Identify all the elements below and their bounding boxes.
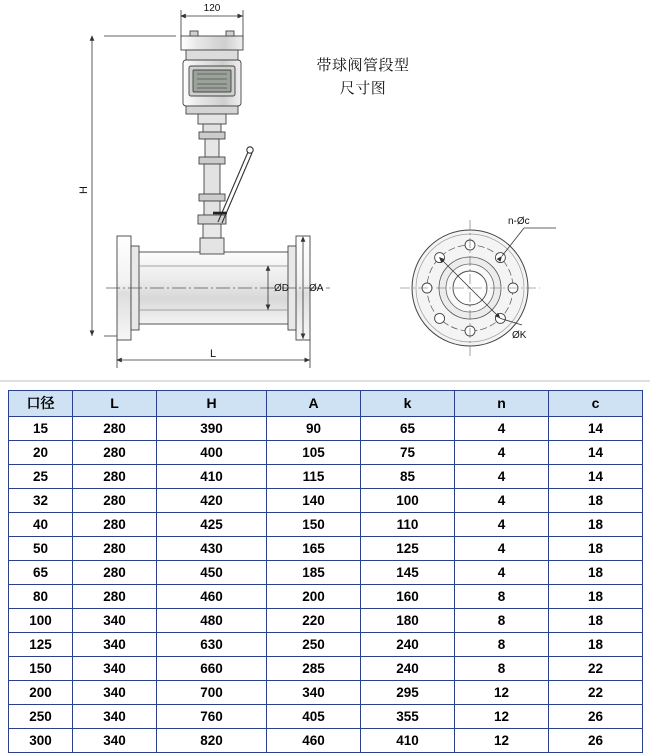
table-cell: 185: [267, 561, 361, 585]
table-cell: 280: [73, 465, 157, 489]
table-cell: 340: [73, 609, 157, 633]
table-cell: 85: [361, 465, 455, 489]
table-body: [9, 417, 643, 753]
table-cell: 8: [455, 657, 549, 681]
table-cell: 340: [73, 657, 157, 681]
table-cell: 340: [267, 681, 361, 705]
table-cell: 280: [73, 441, 157, 465]
spec-table: [8, 390, 643, 753]
table-cell: 14: [549, 417, 643, 441]
table-cell: 12: [455, 681, 549, 705]
label-K: ØK: [512, 330, 527, 341]
table-cell: 18: [549, 537, 643, 561]
table-header-row: [9, 391, 643, 417]
drawing-title-line1: 带球阀管段型: [316, 57, 410, 74]
table-cell: 165: [267, 537, 361, 561]
table-row: [9, 681, 643, 705]
drawing-title: [288, 55, 438, 100]
table-cell: 65: [361, 417, 455, 441]
table-cell: 125: [361, 537, 455, 561]
table-cell: 280: [73, 489, 157, 513]
table-row: [9, 633, 643, 657]
table-cell: 4: [455, 561, 549, 585]
label-n-c: n-Øc: [508, 216, 530, 227]
table-row: [9, 417, 643, 441]
table-cell: 12: [455, 729, 549, 753]
table-cell: 4: [455, 537, 549, 561]
table-row: [9, 465, 643, 489]
table-cell: 140: [267, 489, 361, 513]
table-cell: 90: [267, 417, 361, 441]
table-cell: 20: [9, 441, 73, 465]
table-cell: 405: [267, 705, 361, 729]
table-cell: 240: [361, 657, 455, 681]
table-cell: 430: [157, 537, 267, 561]
table-cell: 26: [549, 729, 643, 753]
table-cell: 340: [73, 633, 157, 657]
table-cell: 280: [73, 417, 157, 441]
table-header-cell: n: [455, 391, 549, 417]
table-cell: 80: [9, 585, 73, 609]
transmitter-neck: [198, 124, 226, 238]
table-cell: 760: [157, 705, 267, 729]
table-cell: 295: [361, 681, 455, 705]
table-cell: 25: [9, 465, 73, 489]
table-cell: 150: [9, 657, 73, 681]
table-cell: 400: [157, 441, 267, 465]
table-cell: 410: [157, 465, 267, 489]
table-cell: 410: [361, 729, 455, 753]
table-cell: 160: [361, 585, 455, 609]
table-row: [9, 657, 643, 681]
table-cell: 145: [361, 561, 455, 585]
table-row: [9, 513, 643, 537]
table-cell: 4: [455, 513, 549, 537]
label-120: 120: [203, 3, 221, 14]
table-row: [9, 441, 643, 465]
table-cell: 50: [9, 537, 73, 561]
table-cell: 340: [73, 705, 157, 729]
table-cell: 250: [9, 705, 73, 729]
table-cell: 115: [267, 465, 361, 489]
table-cell: 220: [267, 609, 361, 633]
drawing-title-line2: 尺寸图: [339, 79, 387, 97]
table-cell: 18: [549, 609, 643, 633]
table-cell: 22: [549, 681, 643, 705]
table-cell: 460: [267, 729, 361, 753]
label-H: H: [78, 186, 90, 194]
table-cell: 200: [9, 681, 73, 705]
table-cell: 340: [73, 681, 157, 705]
table-cell: 8: [455, 633, 549, 657]
table-cell: 820: [157, 729, 267, 753]
table-cell: 65: [9, 561, 73, 585]
table-cell: 280: [73, 585, 157, 609]
table-cell: 40: [9, 513, 73, 537]
table-cell: 18: [549, 585, 643, 609]
table-cell: 355: [361, 705, 455, 729]
table-cell: 300: [9, 729, 73, 753]
table-header-cell: A: [267, 391, 361, 417]
table-cell: 250: [267, 633, 361, 657]
table-cell: 75: [361, 441, 455, 465]
transmitter-housing: [181, 31, 243, 124]
label-D: ØD: [274, 283, 289, 294]
table-cell: 8: [455, 609, 549, 633]
table-cell: 700: [157, 681, 267, 705]
table-cell: 32: [9, 489, 73, 513]
table-cell: 26: [549, 705, 643, 729]
label-A: ØA: [309, 283, 324, 294]
table-header-cell: L: [73, 391, 157, 417]
table-cell: 22: [549, 657, 643, 681]
table-cell: 18: [549, 513, 643, 537]
table-header-cell: 口径: [9, 391, 73, 417]
table-row: [9, 537, 643, 561]
table-cell: 150: [267, 513, 361, 537]
table-row: [9, 609, 643, 633]
table-cell: 630: [157, 633, 267, 657]
table-row: [9, 705, 643, 729]
table-cell: 420: [157, 489, 267, 513]
table-cell: 100: [9, 609, 73, 633]
table-cell: 460: [157, 585, 267, 609]
table-cell: 110: [361, 513, 455, 537]
table-cell: 285: [267, 657, 361, 681]
table-cell: 480: [157, 609, 267, 633]
spec-table-container: [8, 390, 642, 753]
table-cell: 200: [267, 585, 361, 609]
label-L: L: [209, 348, 217, 360]
table-cell: 12: [455, 705, 549, 729]
table-cell: 240: [361, 633, 455, 657]
table-cell: 280: [73, 537, 157, 561]
table-cell: 280: [73, 513, 157, 537]
table-row: [9, 585, 643, 609]
table-cell: 4: [455, 489, 549, 513]
table-row: [9, 489, 643, 513]
table-cell: 280: [73, 561, 157, 585]
table-cell: 18: [549, 489, 643, 513]
table-cell: 4: [455, 465, 549, 489]
table-header-cell: H: [157, 391, 267, 417]
table-cell: 425: [157, 513, 267, 537]
table-cell: 105: [267, 441, 361, 465]
table-cell: 450: [157, 561, 267, 585]
table-cell: 18: [549, 633, 643, 657]
table-cell: 180: [361, 609, 455, 633]
table-cell: 15: [9, 417, 73, 441]
table-cell: 14: [549, 441, 643, 465]
table-cell: 340: [73, 729, 157, 753]
table-header-cell: k: [361, 391, 455, 417]
table-cell: 4: [455, 441, 549, 465]
table-cell: 390: [157, 417, 267, 441]
table-cell: 14: [549, 465, 643, 489]
table-row: [9, 561, 643, 585]
table-cell: 125: [9, 633, 73, 657]
table-cell: 100: [361, 489, 455, 513]
table-cell: 4: [455, 417, 549, 441]
table-cell: 660: [157, 657, 267, 681]
table-header-cell: c: [549, 391, 643, 417]
table-cell: 18: [549, 561, 643, 585]
table-cell: 8: [455, 585, 549, 609]
